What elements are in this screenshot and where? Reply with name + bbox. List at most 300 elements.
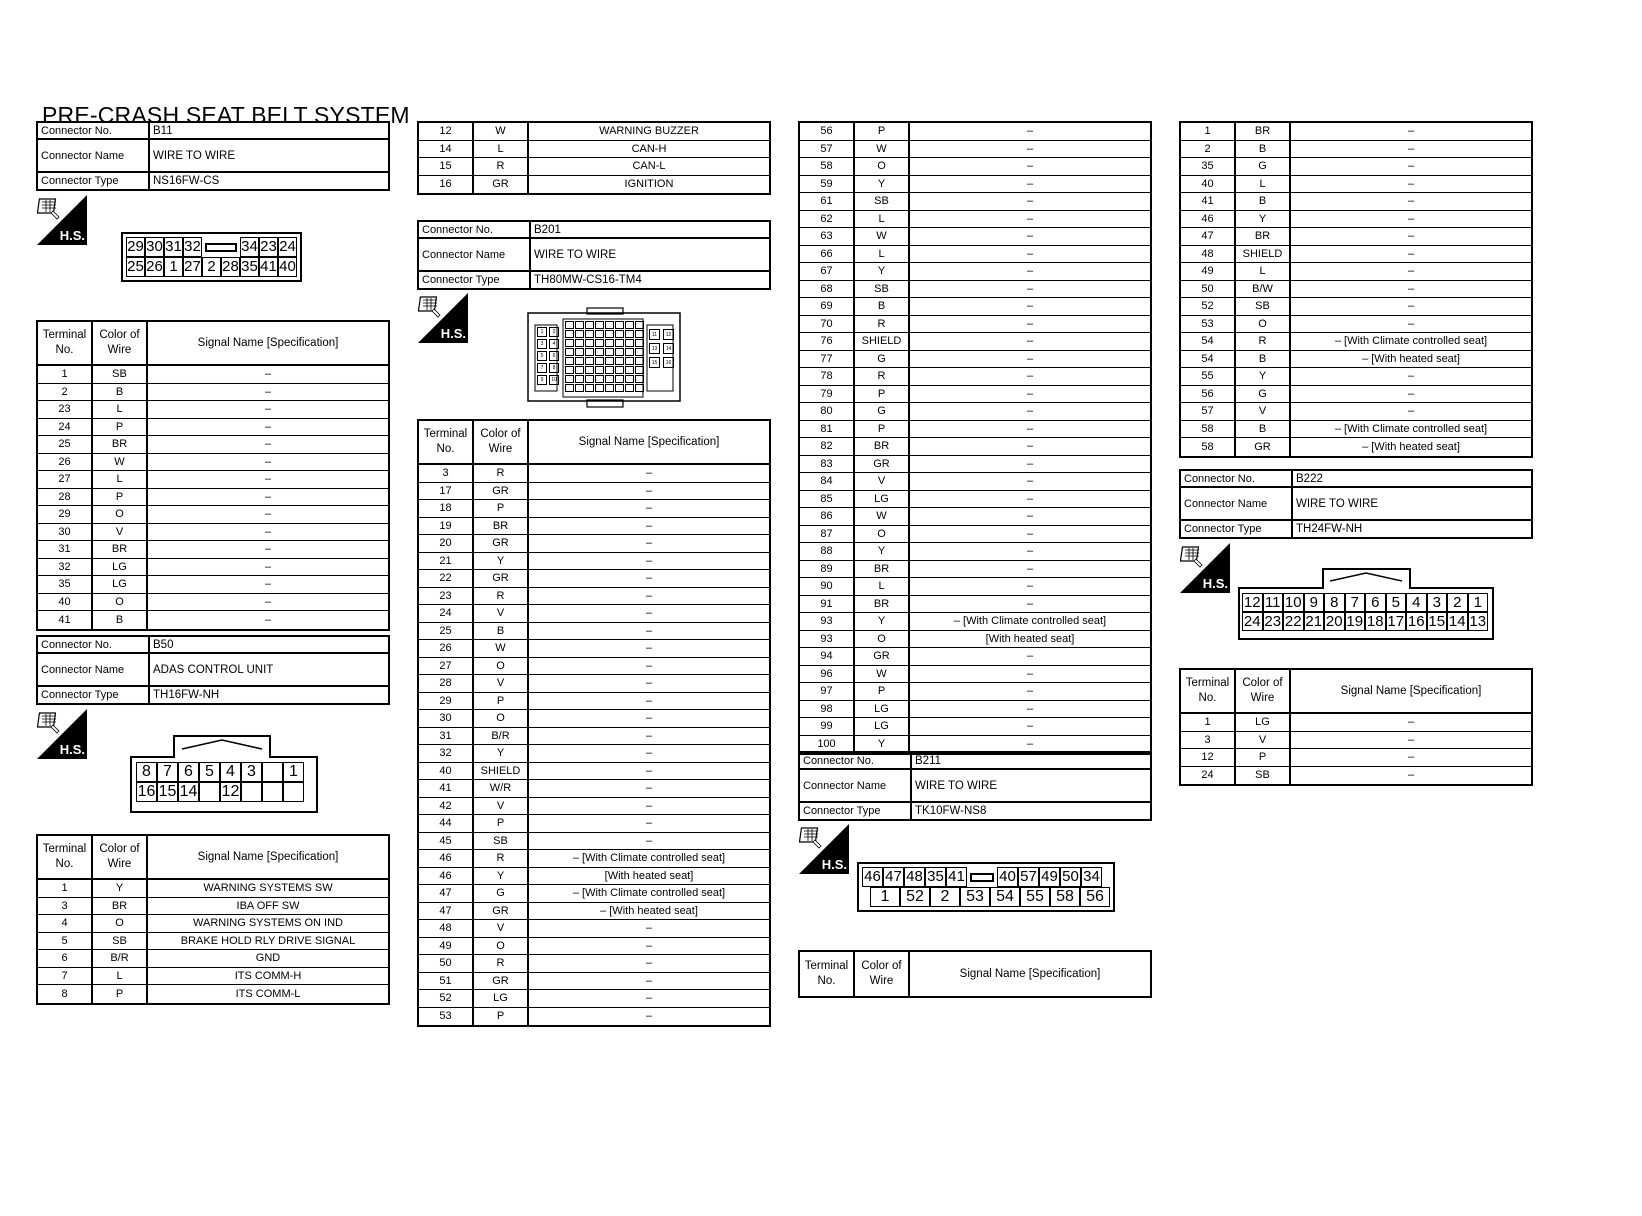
wire-color: P — [474, 500, 529, 517]
connector-pin: 20 — [1325, 612, 1343, 630]
wire-color: Y — [855, 736, 910, 754]
connector-cavity — [575, 339, 584, 347]
connector-cavity — [585, 348, 594, 356]
connector-pin: 7 — [1345, 593, 1366, 612]
connector-cavity — [565, 339, 574, 347]
terminal-no: 86 — [800, 508, 855, 525]
connector-cavity — [635, 357, 644, 365]
wire-color: L — [1236, 263, 1291, 280]
table-row — [1181, 403, 1531, 421]
terminal-no: 27 — [38, 471, 93, 488]
terminal-header: Terminal No. — [38, 322, 93, 364]
wire-color: BR — [855, 596, 910, 613]
lock-bar — [970, 873, 994, 882]
table-row — [419, 850, 769, 868]
wire-color: BR — [1236, 123, 1291, 140]
wire-color: B — [1236, 193, 1291, 210]
hs-label: H.S. — [1202, 576, 1228, 591]
terminal-no: 58 — [1181, 438, 1236, 456]
terminal-no: 93 — [800, 631, 855, 648]
terminal-table-b211-cont — [1179, 121, 1533, 458]
terminal-no: 28 — [38, 489, 93, 506]
signal-name: – — [1026, 650, 1034, 663]
wire-color: R — [474, 465, 529, 482]
signal-name: – — [1407, 212, 1415, 225]
wire-color: O — [855, 526, 910, 543]
wire-color: R — [474, 955, 529, 972]
connector-pin — [241, 782, 262, 802]
signal-name: – — [1026, 142, 1034, 155]
signal-name: – — [264, 473, 272, 486]
terminal-no: 80 — [800, 403, 855, 420]
table-row — [800, 596, 1150, 614]
connector-cavity — [595, 321, 604, 329]
wire-color: G — [855, 351, 910, 368]
terminal-no: 31 — [38, 541, 93, 558]
terminal-no: 52 — [419, 990, 474, 1007]
wire-color: O — [1236, 316, 1291, 333]
signal-name: WARNING SYSTEMS ON IND — [193, 917, 343, 930]
connector-cavity — [575, 366, 584, 374]
table-row — [38, 454, 388, 472]
wire-color: V — [474, 920, 529, 937]
table-header-row — [419, 421, 769, 465]
table-row — [800, 526, 1150, 544]
connector-pin: 15 — [158, 783, 177, 800]
table-row — [800, 386, 1150, 404]
hs-label: H.S. — [59, 228, 85, 243]
wire-color: BR — [855, 438, 910, 455]
wire-color: LG — [93, 576, 148, 593]
harness-side-icon — [1180, 543, 1230, 593]
signal-name: – — [1026, 667, 1034, 680]
table-row — [800, 123, 1150, 141]
signal-name: – — [1026, 738, 1034, 751]
signal-name: – [With heated seat] — [1362, 352, 1460, 365]
terminal-no: 15 — [419, 158, 474, 175]
signal-name: WARNING SYSTEMS SW — [203, 882, 333, 895]
signal-name: – — [645, 589, 653, 602]
terminal-no: 3 — [419, 465, 474, 482]
terminal-no: 12 — [1181, 749, 1236, 766]
signal-name: – — [1026, 212, 1034, 225]
signal-name: – — [264, 525, 272, 538]
connector-pin: 11 — [1263, 593, 1284, 612]
terminal-no: 58 — [1181, 421, 1236, 438]
connector-type-label: Connector Type — [800, 803, 912, 819]
connector-cavity — [575, 330, 584, 338]
connector-cavity — [605, 384, 614, 392]
signal-name: – [With Climate controlled seat] — [572, 852, 726, 865]
signal-name: – — [645, 799, 653, 812]
terminal-no: 48 — [419, 920, 474, 937]
table-row — [800, 613, 1150, 631]
connector-cavity — [595, 375, 604, 383]
table-row — [1181, 281, 1531, 299]
terminal-header: Terminal No. — [800, 952, 855, 996]
table-row — [419, 500, 769, 518]
table-row — [38, 559, 388, 577]
wire-color: GR — [855, 648, 910, 665]
wire-color: R — [1236, 333, 1291, 350]
table-row — [1181, 351, 1531, 369]
table-row — [1181, 714, 1531, 732]
connector-no-label: Connector No. — [419, 222, 531, 237]
connector-pin: 6 — [178, 762, 199, 782]
terminal-no: 68 — [800, 281, 855, 298]
terminal-no: 54 — [1181, 351, 1236, 368]
wire-color: GR — [1236, 438, 1291, 456]
connector-pin: 11 — [649, 329, 660, 340]
connector-cavity — [605, 321, 614, 329]
connector-cavity — [615, 384, 624, 392]
signal-name: – — [264, 560, 272, 573]
wire-color: Y — [93, 880, 148, 897]
terminal-no: 25 — [419, 623, 474, 640]
signal-name: – — [1026, 335, 1034, 348]
terminal-no: 28 — [419, 675, 474, 692]
table-row — [38, 915, 388, 933]
wire-color: W — [474, 123, 529, 140]
terminal-no: 54 — [1181, 333, 1236, 350]
connector-cavity — [635, 384, 644, 392]
table-row — [1181, 421, 1531, 439]
terminal-no: 48 — [1181, 246, 1236, 263]
terminal-no: 32 — [419, 745, 474, 762]
connector-face-b11 — [121, 232, 302, 282]
connector-type-value: TK10FW-NS8 — [915, 805, 987, 817]
terminal-no: 67 — [800, 263, 855, 280]
connector-pin: 1 — [164, 257, 183, 277]
table-row — [38, 366, 388, 384]
table-row — [800, 561, 1150, 579]
wire-color: G — [855, 403, 910, 420]
connector-name-label: Connector Name — [38, 140, 150, 171]
table-row — [1181, 749, 1531, 767]
connector-cavity — [605, 330, 614, 338]
signal-name: – — [264, 420, 272, 433]
signal-name: – — [1026, 527, 1034, 540]
wire-color: BR — [93, 541, 148, 558]
connector-pin: 6 — [1365, 593, 1386, 612]
connector-pin: 1 — [870, 887, 900, 907]
connector-pin: 53 — [960, 887, 990, 907]
terminal-no: 66 — [800, 246, 855, 263]
signal-name: – — [1026, 702, 1034, 715]
table-row — [38, 898, 388, 916]
wire-color: SHIELD — [1236, 246, 1291, 263]
table-row — [1181, 438, 1531, 456]
table-row — [419, 955, 769, 973]
connector-name-value: WIRE TO WIRE — [915, 779, 997, 792]
wire-color: R — [474, 850, 529, 867]
connector-pin: 9 — [537, 375, 547, 385]
signal-name: – — [1026, 562, 1034, 575]
signal-name: – — [645, 607, 653, 620]
signal-name: – — [1026, 195, 1034, 208]
wire-color: O — [474, 938, 529, 955]
connector-type-label: Connector Type — [38, 173, 150, 189]
connector-name-value: ADAS CONTROL UNIT — [153, 663, 274, 676]
connector-no-label: Connector No. — [800, 753, 912, 768]
terminal-no: 22 — [419, 570, 474, 587]
wire-color: GR — [474, 903, 529, 920]
terminal-no: 41 — [419, 780, 474, 797]
terminal-no: 24 — [38, 419, 93, 436]
terminal-no: 89 — [800, 561, 855, 578]
signal-name: – — [264, 543, 272, 556]
connector-name-value: WIRE TO WIRE — [153, 149, 235, 162]
table-row — [800, 578, 1150, 596]
table-row — [419, 158, 769, 176]
table-row — [800, 491, 1150, 509]
connector-type-value: TH16FW-NH — [153, 689, 220, 701]
wire-color: GR — [474, 535, 529, 552]
signal-name: – — [1026, 597, 1034, 610]
table-row — [800, 228, 1150, 246]
table-row — [38, 880, 388, 898]
terminal-no: 53 — [1181, 316, 1236, 333]
connector-pin: 24 — [279, 238, 296, 255]
connector-cavity — [625, 339, 634, 347]
table-row — [800, 263, 1150, 281]
connector-pin: 49 — [1039, 867, 1060, 887]
terminal-no: 17 — [419, 483, 474, 500]
wire-color: SB — [93, 366, 148, 383]
terminal-table-b11 — [36, 320, 390, 631]
signal-name: – — [1026, 317, 1034, 330]
connector-cavity — [625, 375, 634, 383]
table-header-row — [800, 952, 1150, 996]
hs-label: H.S. — [440, 326, 466, 341]
connector-cavity — [615, 330, 624, 338]
table-row — [1181, 158, 1531, 176]
signal-name: – [With Climate controlled seat] — [953, 615, 1107, 628]
signal-name: [With heated seat] — [985, 632, 1075, 645]
terminal-table-b201 — [417, 419, 771, 1027]
terminal-no: 41 — [1181, 193, 1236, 210]
connector-cavity — [565, 321, 574, 329]
color-header: Color of Wire — [93, 836, 148, 878]
table-row — [419, 745, 769, 763]
signal-name: – — [645, 484, 653, 497]
terminal-no: 5 — [38, 933, 93, 950]
signal-name: – — [1026, 720, 1034, 733]
terminal-no: 18 — [419, 500, 474, 517]
wire-color: SB — [1236, 298, 1291, 315]
terminal-no: 56 — [800, 123, 855, 140]
wire-color: O — [855, 631, 910, 648]
terminal-table-b201-cont — [798, 121, 1152, 755]
wire-color: Y — [855, 263, 910, 280]
connector-cavity — [595, 330, 604, 338]
terminal-no: 25 — [38, 436, 93, 453]
connector-cavity — [585, 375, 594, 383]
table-row — [419, 868, 769, 886]
table-row — [419, 605, 769, 623]
color-header: Color of Wire — [1236, 670, 1291, 712]
signal-name: – — [1026, 685, 1034, 698]
connector-pin: 10 — [549, 375, 559, 385]
connector-type-label: Connector Type — [1181, 521, 1293, 537]
signal-name: – — [645, 1010, 653, 1023]
connector-cavity — [595, 384, 604, 392]
signal-name: – — [264, 490, 272, 503]
signal-name: – — [645, 502, 653, 515]
wire-color: O — [855, 158, 910, 175]
table-row — [419, 640, 769, 658]
signal-name: – — [1407, 195, 1415, 208]
wire-color: GR — [474, 483, 529, 500]
signal-name: – — [645, 624, 653, 637]
terminal-no: 77 — [800, 351, 855, 368]
connector-pin: 32 — [184, 238, 201, 255]
terminal-no: 51 — [419, 973, 474, 990]
wire-color: GR — [474, 176, 529, 194]
signal-name: – — [264, 508, 272, 521]
wire-color: SB — [855, 193, 910, 210]
connector-cavity — [585, 321, 594, 329]
connector-cavity — [595, 357, 604, 365]
signal-name: – — [645, 537, 653, 550]
wire-color: O — [93, 594, 148, 611]
table-row — [800, 701, 1150, 719]
connector-pin: 57 — [1018, 867, 1039, 887]
wire-color: SB — [855, 281, 910, 298]
wire-color: R — [474, 588, 529, 605]
connector-pin: 6 — [549, 351, 559, 361]
signal-name: – — [1407, 177, 1415, 190]
terminal-no: 2 — [38, 384, 93, 401]
connector-pin: 30 — [146, 238, 163, 255]
connector-cavity — [635, 348, 644, 356]
table-row — [800, 158, 1150, 176]
wire-color: P — [855, 123, 910, 140]
terminal-no: 49 — [1181, 263, 1236, 280]
table-row — [419, 780, 769, 798]
wire-color: SB — [93, 933, 148, 950]
table-row — [1181, 123, 1531, 141]
terminal-no: 96 — [800, 666, 855, 683]
connector-pin: 1 — [1468, 593, 1489, 612]
terminal-no: 1 — [38, 366, 93, 383]
terminal-no: 50 — [419, 955, 474, 972]
connector-cavity — [605, 375, 614, 383]
connector-pin: 2 — [549, 327, 559, 337]
wire-color: O — [474, 710, 529, 727]
table-row — [419, 570, 769, 588]
connector-name-label: Connector Name — [1181, 488, 1293, 519]
signal-name: CAN-L — [632, 160, 666, 173]
terminal-no: 26 — [419, 640, 474, 657]
terminal-no: 84 — [800, 473, 855, 490]
wire-color: LG — [855, 701, 910, 718]
connector-pin: 12 — [221, 783, 240, 800]
color-header: Color of Wire — [93, 322, 148, 364]
terminal-no: 55 — [1181, 368, 1236, 385]
table-row — [38, 471, 388, 489]
wire-color: G — [1236, 158, 1291, 175]
connector-cavity — [585, 357, 594, 365]
signal-name: – — [1407, 769, 1415, 782]
connector-cavity — [615, 321, 624, 329]
terminal-no: 30 — [419, 710, 474, 727]
terminal-no: 88 — [800, 543, 855, 560]
connector-pin: 18 — [1366, 612, 1384, 630]
terminal-no: 24 — [1181, 767, 1236, 785]
table-row — [38, 524, 388, 542]
wire-color: P — [93, 489, 148, 506]
connector-type-label: Connector Type — [419, 272, 531, 288]
wire-color: Y — [474, 745, 529, 762]
color-header: Color of Wire — [855, 952, 910, 996]
table-row — [419, 833, 769, 851]
terminal-no: 47 — [419, 903, 474, 920]
table-row — [419, 518, 769, 536]
terminal-no: 29 — [419, 693, 474, 710]
wire-color: V — [474, 605, 529, 622]
connector-pin: 3 — [241, 762, 262, 782]
table-row — [800, 666, 1150, 684]
signal-name: – — [1407, 247, 1415, 260]
terminal-no: 1 — [1181, 714, 1236, 731]
terminal-no: 91 — [800, 596, 855, 613]
table-row — [800, 316, 1150, 334]
connector-cavity — [615, 366, 624, 374]
connector-info-b11 — [36, 121, 390, 191]
connector-info-b211 — [798, 751, 1152, 821]
table-row — [800, 368, 1150, 386]
terminal-no: 31 — [419, 728, 474, 745]
table-row — [38, 506, 388, 524]
table-row — [419, 990, 769, 1008]
wire-color: V — [855, 473, 910, 490]
connector-pin: 58 — [1050, 887, 1080, 907]
terminal-no: 83 — [800, 456, 855, 473]
terminal-table-b222 — [1179, 668, 1533, 786]
signal-name: – — [264, 403, 272, 416]
table-row — [419, 141, 769, 159]
terminal-no: 97 — [800, 683, 855, 700]
connector-pin: 31 — [165, 238, 182, 255]
signal-name: – — [1026, 247, 1034, 260]
signal-name: – — [264, 385, 272, 398]
connector-pin — [262, 762, 283, 782]
table-row — [38, 576, 388, 594]
terminal-header: Terminal No. — [38, 836, 93, 878]
terminal-no: 12 — [419, 123, 474, 140]
terminal-no: 30 — [38, 524, 93, 541]
connector-cavity — [575, 321, 584, 329]
connector-pin: 16 — [137, 783, 156, 800]
signal-name: – — [645, 834, 653, 847]
table-row — [800, 351, 1150, 369]
terminal-no: 47 — [1181, 228, 1236, 245]
wire-color: Y — [474, 553, 529, 570]
wire-color: V — [1236, 732, 1291, 749]
connector-type-value: TH24FW-NH — [1296, 523, 1363, 535]
connector-pin: 40 — [997, 867, 1018, 887]
terminal-no: 57 — [800, 141, 855, 158]
signal-name: WARNING BUZZER — [599, 125, 699, 138]
connector-pin: 14 — [1448, 612, 1466, 630]
table-row — [1181, 767, 1531, 785]
wire-color: P — [93, 419, 148, 436]
terminal-no: 90 — [800, 578, 855, 595]
signal-name: – — [1407, 716, 1415, 729]
terminal-no: 23 — [38, 401, 93, 418]
harness-side-icon — [37, 709, 87, 759]
